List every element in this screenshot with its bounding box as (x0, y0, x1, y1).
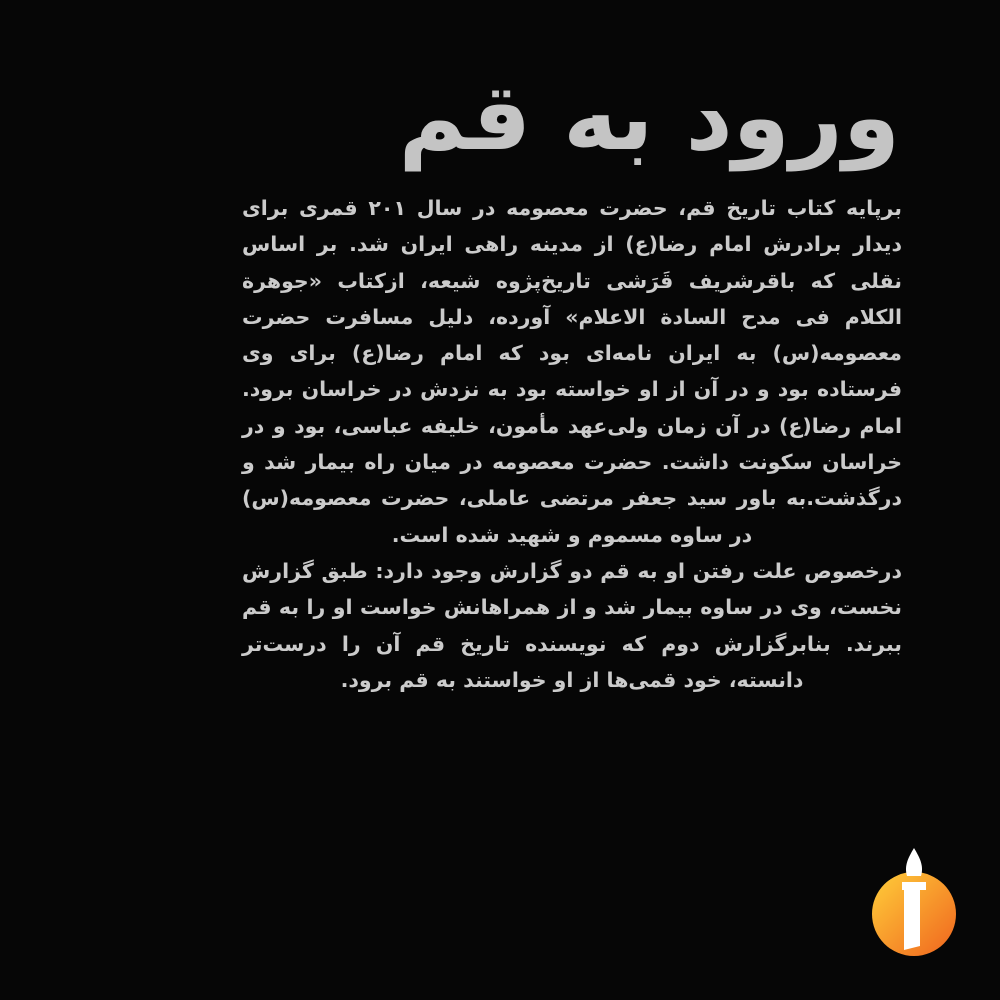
logo-flame-tip (906, 848, 922, 876)
page-title: ورود به قم (398, 64, 900, 171)
paragraph-1: برپایه کتاب تاریخ قم، حضرت معصومه در سال ۲۰۱ قمری برای دیدار برادرش امام رضا(ع) از مدینه راهی ایران شد. بر اساس نقلی که باقرشریف قَرَشی تاریخ‌پژوه شیعه، ازکتاب «جوهرة الکلام فی مدح السادة الاعلام» آورده، دلیل مسافرت حضرت معصومه(س) به ایران نامه‌ای بود که امام رضا(ع) برای وی فرستاده بود و در آن از او خواسته بود به نزدش در خراسان برود. امام رضا(ع) در آن زمان ولی‌عهد مأمون، خلیفه عباسی، بود و در خراسان سکونت داشت. حضرت معصومه در میان راه بیمار شد و درگذشت.به باور سید جعفر مرتضی عاملی، حضرت معصومه(س) در ساوه مسموم و شهید شده است. (242, 196, 902, 547)
article-body (242, 190, 902, 698)
brand-logo-icon (868, 846, 960, 958)
brand-logo-svg (868, 846, 960, 958)
paragraph-2: درخصوص علت رفتن او به قم دو گزارش وجود دارد: طبق گزارش نخست، وی در ساوه بیمار شد و از همراهانش خواست او را به قم ببرند. بنابرگزارش دوم که نویسنده تاریخ قم آن را درست‌تر دانسته، خود قمی‌ها از او خواستند به قم برود. (242, 558, 902, 692)
